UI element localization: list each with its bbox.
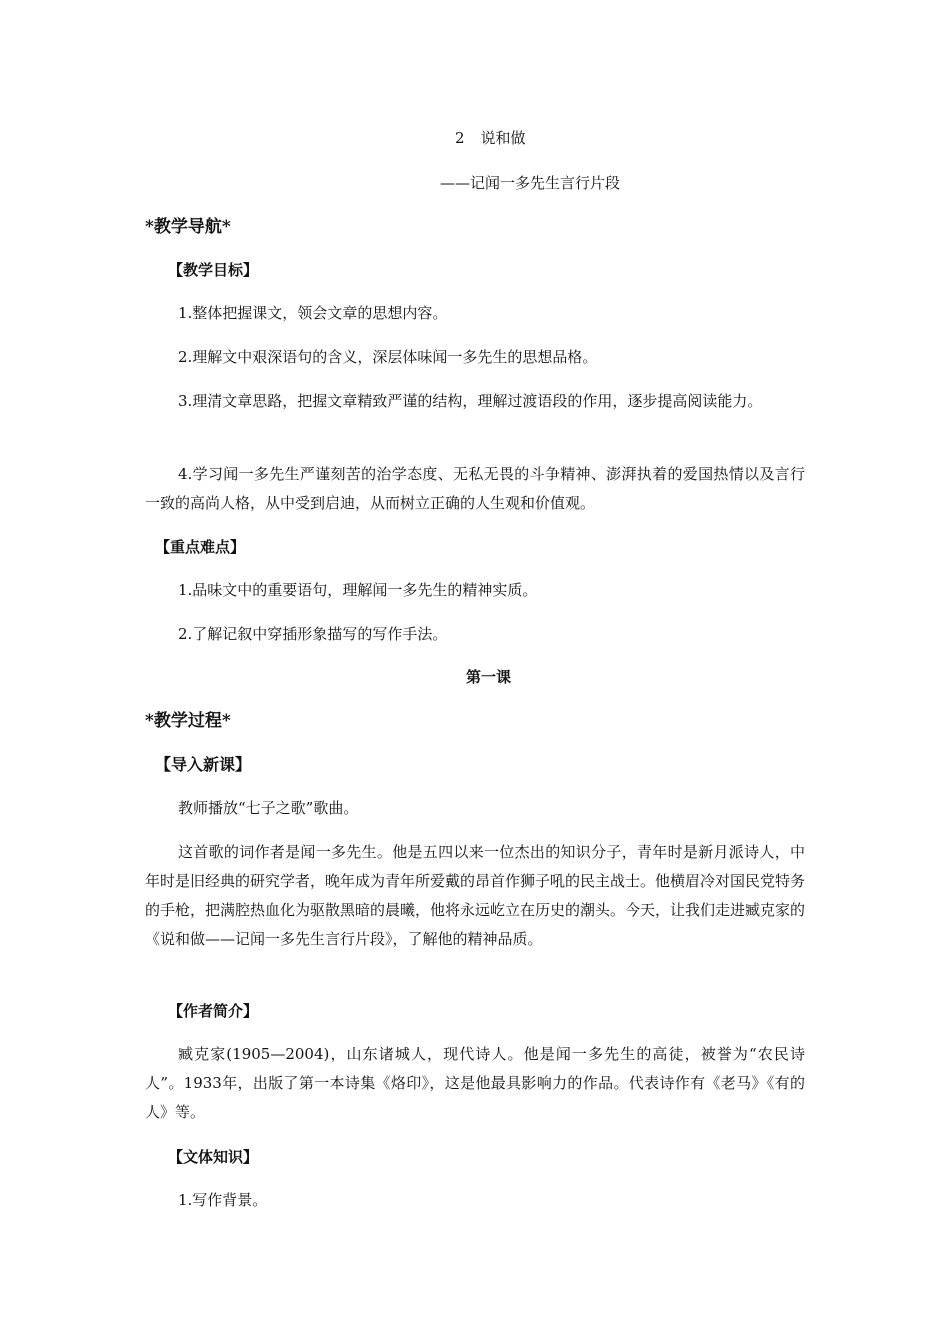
- keypoint-item: 2.了解记叙中穿插形象描写的写作手法。: [178, 625, 448, 643]
- objective-item: 1.整体把握课文，领会文章的思想内容。: [178, 304, 448, 322]
- section-heading-guide: *教学导航*: [145, 217, 231, 237]
- author-heading: 【作者简介】: [168, 1002, 259, 1020]
- section-heading-process: *教学过程*: [145, 711, 231, 731]
- lesson-title-text: 说和做: [480, 129, 526, 147]
- objective-item: 3.理清文章思路，把握文章精致严谨的结构，理解过渡语段的作用，逐步提高阅读能力。: [178, 392, 763, 410]
- lesson-number: 2: [455, 129, 465, 147]
- lesson-subtitle: ——记闻一多先生言行片段: [440, 174, 621, 192]
- genre-heading: 【文体知识】: [168, 1148, 259, 1166]
- lesson-one-heading: 第一课: [466, 668, 512, 686]
- keypoints-heading: 【重点难点】: [155, 538, 246, 556]
- genre-item: 1.写作背景。: [178, 1191, 268, 1209]
- lesson-title: [455, 128, 526, 148]
- author-paragraph: 臧克家(1905—2004)，山东诸城人，现代诗人。他是闻一多先生的高徒，被誉为“农民诗人”。1933年，出版了第一本诗集《烙印》，这是他最具影响力的作品。代表诗作有《老马》《有的人》等。: [145, 1045, 805, 1121]
- objective-item: 4.学习闻一多先生严谨刻苦的治学态度、无私无畏的斗争精神、澎湃执着的爱国热情以及言行一致的高尚人格，从中受到启迪，从而树立正确的人生观和价值观。: [145, 465, 805, 512]
- keypoint-item: 1.品味文中的重要语句，理解闻一多先生的精神实质。: [178, 581, 538, 599]
- intro-paragraph-1: 教师播放“七子之歌”歌曲。: [178, 799, 359, 817]
- objectives-heading: 【教学目标】: [168, 261, 259, 279]
- objective-item: 2.理解文中艰深语句的含义，深层体味闻一多先生的思想品格。: [178, 348, 598, 366]
- intro-heading: 【导入新课】: [155, 755, 252, 774]
- intro-paragraph-2: 这首歌的词作者是闻一多先生。他是五四以来一位杰出的知识分子，青年时是新月派诗人，中年时是旧经典的研究学者，晚年成为青年所爱戴的昂首作狮子吼的民主战士。他横眉冷对国民党特务的手枪，把满腔热血化为驱散黑暗的晨曦，他将永远屹立在历史的潮头。今天，让我们走进臧克家的《说和做——记闻一多先生言行片段》，了解他的精神品质。: [145, 843, 806, 948]
